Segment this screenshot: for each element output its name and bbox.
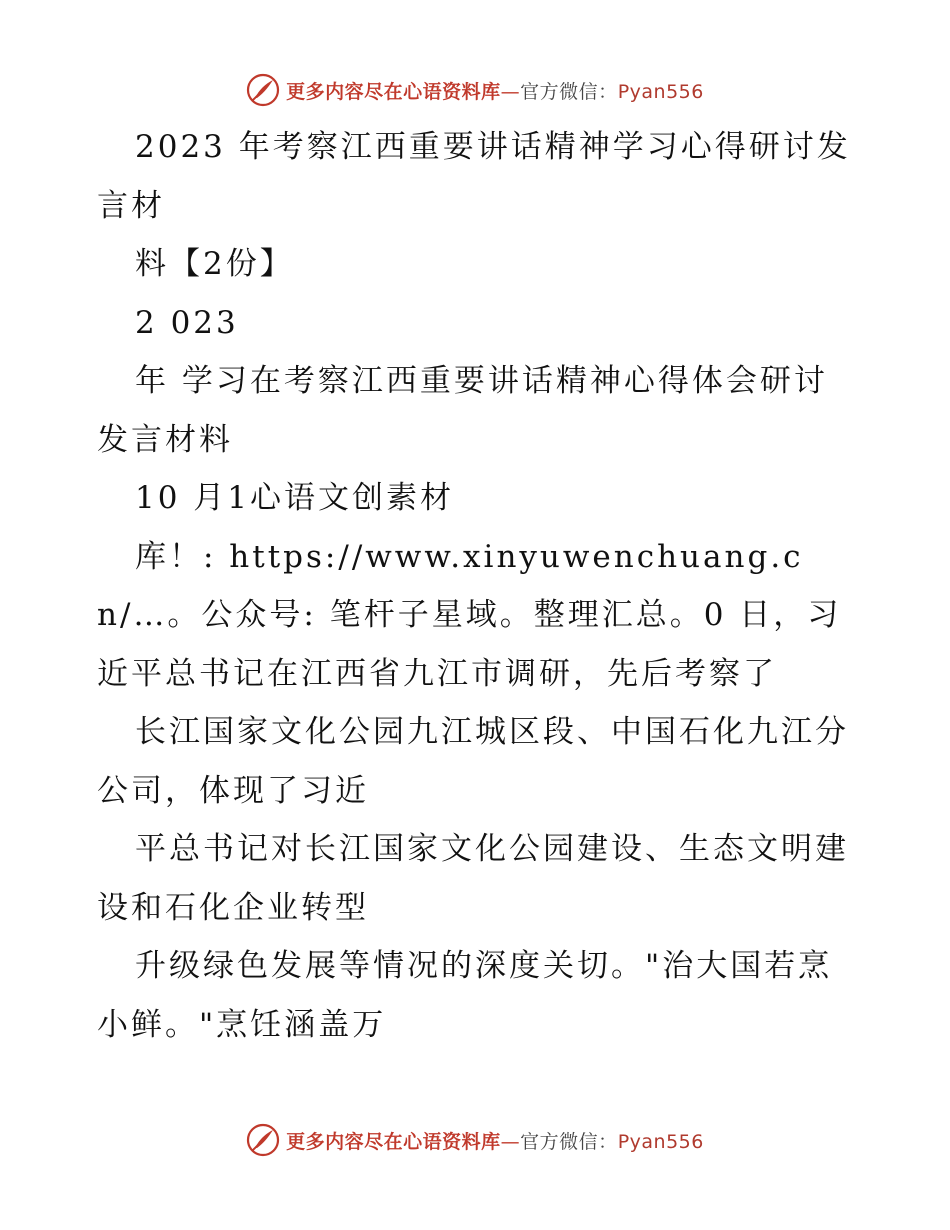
paragraph-date: 10 月1心语文创素材 [135,480,455,516]
banner-dash: — [500,80,521,103]
banner-wechat-id: Pyan556 [617,80,704,103]
quill-logo-icon [246,1123,280,1157]
banner-dash: — [500,1130,521,1153]
banner-official-label: 官方微信： [520,80,618,103]
paragraph-body-2: 平总书记对长江国家文化公园建设、生态文明建设和石化企业转型 [97,831,849,926]
paragraph-body-1: 长江国家文化公园九江城区段、中国石化九江分公司，体现了习近 [97,714,849,809]
banner-main-text: 更多内容尽在心语资料库 [286,80,501,103]
document-body [97,118,853,1054]
paragraph-year: 2 023 [135,304,239,341]
quill-logo-icon [246,73,280,107]
footer-banner [0,1120,950,1160]
banner-text [286,77,704,104]
header-banner [0,70,950,110]
paragraph-subtitle: 年 学习在考察江西重要讲话精神心得体会研讨发言材料 [97,363,828,458]
paragraph-source: 库！: https://www.xinyuwenchuang.cn/…。公众号: 笔杆子星域。整理汇总。0 日，习近平总书记在江西省九江市调研，先后考察了 [97,538,842,692]
paragraph-body-3: 升级绿色发展等情况的深度关切。"治大国若烹小鲜。"烹饪涵盖万 [97,948,833,1043]
banner-main-text: 更多内容尽在心语资料库 [286,1130,501,1153]
banner-wechat-id: Pyan556 [617,1130,704,1153]
banner-text [286,1127,704,1154]
paragraph-title-cont: 料【2份】 [135,246,294,282]
paragraph-title: 2023 年考察江西重要讲话精神学习心得研讨发言材 [97,129,851,224]
banner-official-label: 官方微信： [520,1130,618,1153]
